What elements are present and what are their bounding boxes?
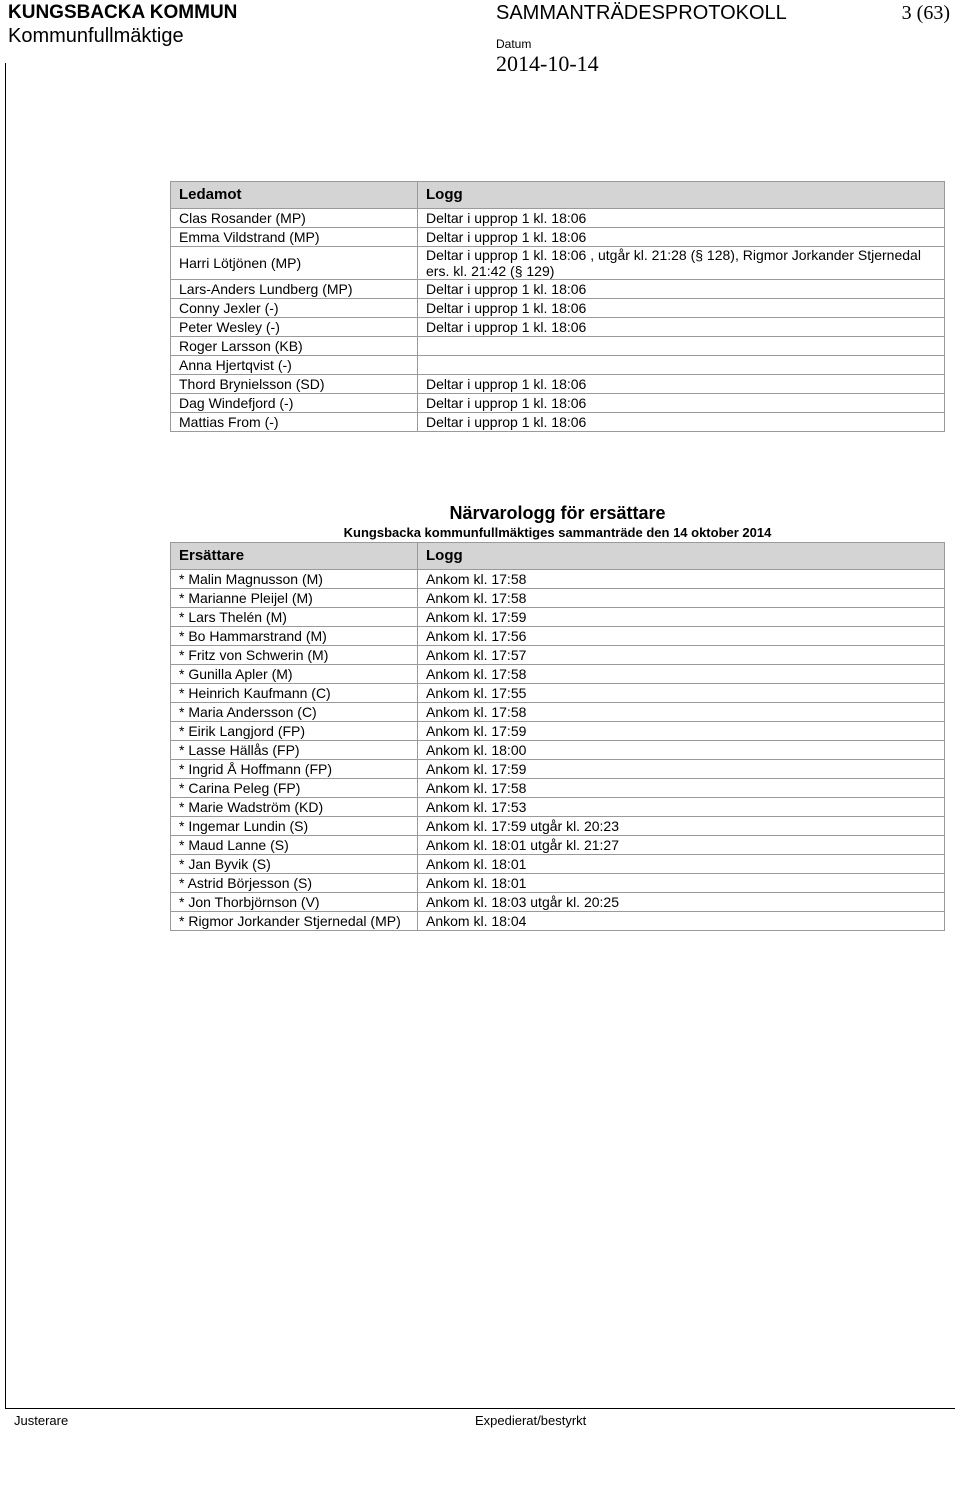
- log-cell: Deltar i upprop 1 kl. 18:06: [418, 318, 945, 337]
- name-cell: Emma Vildstrand (MP): [171, 228, 418, 247]
- substitute-row: [171, 874, 945, 893]
- log-cell: Ankom kl. 17:59: [418, 760, 945, 779]
- log-cell: Ankom kl. 17:56: [418, 627, 945, 646]
- footer-justerare: Justerare: [14, 1413, 69, 1428]
- name-cell: Thord Brynielsson (SD): [171, 375, 418, 394]
- substitute-row: [171, 836, 945, 855]
- footer-rule: [5, 1408, 955, 1409]
- log-cell: Deltar i upprop 1 kl. 18:06: [418, 228, 945, 247]
- name-cell: * Maria Andersson (C): [171, 703, 418, 722]
- members-table-body: [171, 209, 945, 432]
- name-cell: * Lasse Hällås (FP): [171, 741, 418, 760]
- name-cell: * Marie Wadström (KD): [171, 798, 418, 817]
- log-cell: Ankom kl. 17:59: [418, 608, 945, 627]
- log-cell: Ankom kl. 18:01: [418, 874, 945, 893]
- members-table: [170, 181, 945, 432]
- log-cell: [418, 337, 945, 356]
- log-cell: Ankom kl. 17:58: [418, 665, 945, 684]
- log-cell: [418, 356, 945, 375]
- body-name: Kommunfullmäktige: [8, 25, 184, 47]
- name-cell: Conny Jexler (-): [171, 299, 418, 318]
- name-cell: * Heinrich Kaufmann (C): [171, 684, 418, 703]
- member-row: [171, 280, 945, 299]
- log-cell: Ankom kl. 17:58: [418, 589, 945, 608]
- name-cell: * Malin Magnusson (M): [171, 570, 418, 589]
- member-row: [171, 318, 945, 337]
- member-row: [171, 337, 945, 356]
- log-cell: Ankom kl. 17:58: [418, 779, 945, 798]
- name-cell: Peter Wesley (-): [171, 318, 418, 337]
- member-row: [171, 356, 945, 375]
- name-cell: * Jan Byvik (S): [171, 855, 418, 874]
- document-date: 2014-10-14: [496, 51, 599, 76]
- member-row: [171, 228, 945, 247]
- substitute-row: [171, 741, 945, 760]
- name-cell: * Lars Thelén (M): [171, 608, 418, 627]
- member-row: [171, 413, 945, 432]
- substitute-row: [171, 855, 945, 874]
- margin-line: [5, 63, 6, 1408]
- log-cell: Deltar i upprop 1 kl. 18:06: [418, 394, 945, 413]
- members-header-logg: Logg: [418, 182, 945, 209]
- organization-name: KUNGSBACKA KOMMUN: [8, 2, 238, 23]
- substitute-row: [171, 779, 945, 798]
- member-row: [171, 375, 945, 394]
- substitute-row: [171, 893, 945, 912]
- log-cell: Deltar i upprop 1 kl. 18:06: [418, 413, 945, 432]
- log-cell: Ankom kl. 17:58: [418, 570, 945, 589]
- substitute-row: [171, 665, 945, 684]
- name-cell: Roger Larsson (KB): [171, 337, 418, 356]
- name-cell: Harri Lötjönen (MP): [171, 247, 418, 280]
- name-cell: * Maud Lanne (S): [171, 836, 418, 855]
- substitute-row: [171, 589, 945, 608]
- substitute-row: [171, 570, 945, 589]
- log-cell: Deltar i upprop 1 kl. 18:06: [418, 375, 945, 394]
- member-row: [171, 247, 945, 280]
- name-cell: * Rigmor Jorkander Stjernedal (MP): [171, 912, 418, 931]
- substitutes-header-ersattare: Ersättare: [171, 543, 418, 570]
- log-cell: Ankom kl. 18:00: [418, 741, 945, 760]
- substitutes-subtitle: Kungsbacka kommunfullmäktiges sammanträde den 14 oktober 2014: [343, 525, 772, 540]
- footer-expedierat: Expedierat/bestyrkt: [475, 1413, 587, 1428]
- name-cell: * Gunilla Apler (M): [171, 665, 418, 684]
- log-cell: Ankom kl. 18:04: [418, 912, 945, 931]
- date-label: Datum: [496, 37, 532, 51]
- member-row: [171, 394, 945, 413]
- substitute-row: [171, 798, 945, 817]
- name-cell: * Ingemar Lundin (S): [171, 817, 418, 836]
- name-cell: Anna Hjertqvist (-): [171, 356, 418, 375]
- substitute-row: [171, 646, 945, 665]
- name-cell: * Ingrid Å Hoffmann (FP): [171, 760, 418, 779]
- substitute-row: [171, 722, 945, 741]
- name-cell: Lars-Anders Lundberg (MP): [171, 280, 418, 299]
- members-header-ledamot: Ledamot: [171, 182, 418, 209]
- name-cell: * Eirik Langjord (FP): [171, 722, 418, 741]
- log-cell: Deltar i upprop 1 kl. 18:06: [418, 280, 945, 299]
- name-cell: * Bo Hammarstrand (M): [171, 627, 418, 646]
- name-cell: Dag Windefjord (-): [171, 394, 418, 413]
- member-row: [171, 299, 945, 318]
- document-type: SAMMANTRÄDESPROTOKOLL: [496, 2, 787, 24]
- substitutes-table-body: [171, 570, 945, 931]
- log-cell: Deltar i upprop 1 kl. 18:06: [418, 209, 945, 228]
- name-cell: * Astrid Börjesson (S): [171, 874, 418, 893]
- substitute-row: [171, 627, 945, 646]
- log-cell: Deltar i upprop 1 kl. 18:06 , utgår kl. 21:28 (§ 128), Rigmor Jorkander Stjernedal ers. kl. 21:42 (§ 129): [418, 247, 945, 280]
- name-cell: * Carina Peleg (FP): [171, 779, 418, 798]
- log-cell: Ankom kl. 17:58: [418, 703, 945, 722]
- log-cell: Ankom kl. 17:55: [418, 684, 945, 703]
- members-header-row: [171, 182, 945, 209]
- log-cell: Ankom kl. 18:01: [418, 855, 945, 874]
- log-cell: Ankom kl. 17:59: [418, 722, 945, 741]
- name-cell: * Fritz von Schwerin (M): [171, 646, 418, 665]
- substitute-row: [171, 760, 945, 779]
- substitute-row: [171, 684, 945, 703]
- substitutes-title: Närvarologg för ersättare: [449, 503, 666, 523]
- log-cell: Ankom kl. 17:59 utgår kl. 20:23: [418, 817, 945, 836]
- name-cell: * Marianne Pleijel (M): [171, 589, 418, 608]
- name-cell: Clas Rosander (MP): [171, 209, 418, 228]
- substitute-row: [171, 608, 945, 627]
- log-cell: Ankom kl. 17:57: [418, 646, 945, 665]
- substitute-row: [171, 817, 945, 836]
- member-row: [171, 209, 945, 228]
- substitutes-header-row: [171, 543, 945, 570]
- substitute-row: [171, 912, 945, 931]
- substitutes-header-logg: Logg: [418, 543, 945, 570]
- log-cell: Ankom kl. 18:03 utgår kl. 20:25: [418, 893, 945, 912]
- name-cell: * Jon Thorbjörnson (V): [171, 893, 418, 912]
- log-cell: Ankom kl. 18:01 utgår kl. 21:27: [418, 836, 945, 855]
- name-cell: Mattias From (-): [171, 413, 418, 432]
- substitute-row: [171, 703, 945, 722]
- log-cell: Deltar i upprop 1 kl. 18:06: [418, 299, 945, 318]
- substitutes-table: [170, 542, 945, 931]
- log-cell: Ankom kl. 17:53: [418, 798, 945, 817]
- page-number: 3 (63): [901, 2, 950, 24]
